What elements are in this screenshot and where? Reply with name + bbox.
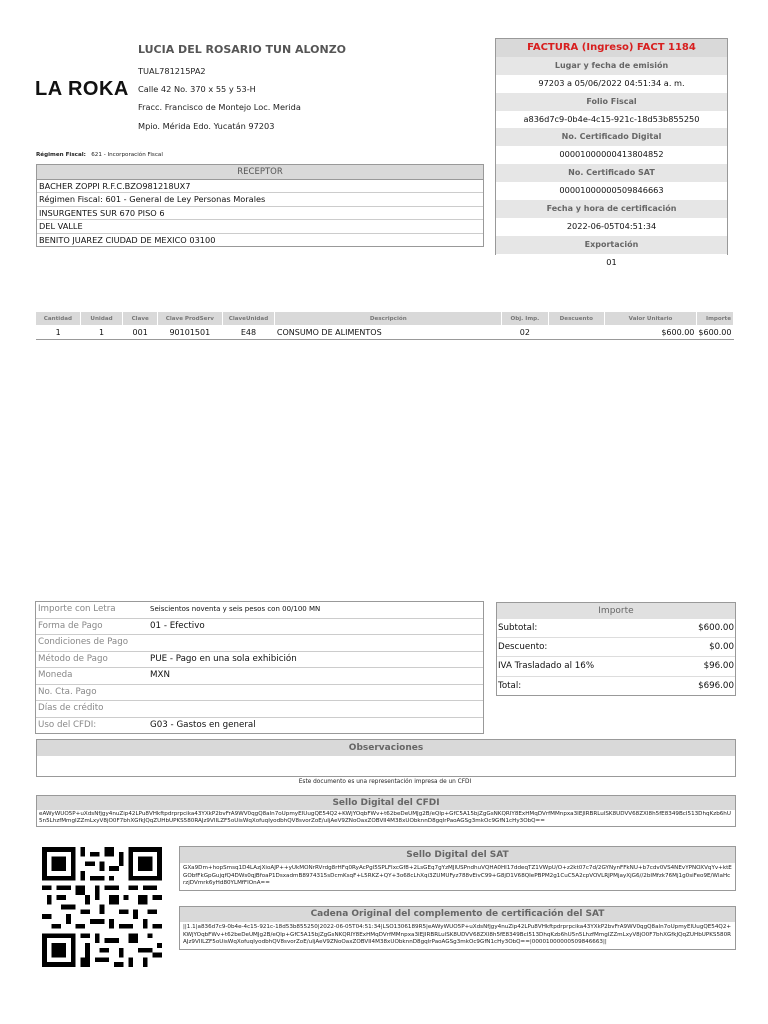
cell-descripcion: CONSUMO DE ALIMENTOS bbox=[275, 325, 502, 340]
cell-clave-prodserv: 90101501 bbox=[158, 325, 223, 340]
col-obj-imp: Obj. Imp. bbox=[502, 312, 548, 325]
moneda-label: Moneda bbox=[38, 670, 73, 680]
forma-pago-value: 01 - Efectivo bbox=[150, 620, 205, 631]
sello-cfdi-box bbox=[36, 795, 736, 827]
col-descuento: Descuento bbox=[548, 312, 605, 325]
company-logo: LA ROKA bbox=[35, 78, 129, 100]
export-label: Exportación bbox=[496, 236, 727, 254]
col-clave: Clave bbox=[123, 312, 158, 325]
total-value: $696.00 bbox=[698, 680, 734, 691]
observaciones-box bbox=[36, 739, 736, 777]
cadena-original-box bbox=[179, 906, 736, 950]
totals-box bbox=[496, 602, 736, 696]
cert-sat-value: 00001000000509846663 bbox=[496, 182, 727, 200]
sello-cfdi-value: eAWyWUO5P+uXdsNfjgy4nuZip42LPu8VHkftpdrprpcika43YXkP2bvFrA9WV0qgQ8aln7oUpmyEIUugQE54Q2+KWjYOqbFWv+t62beDeUMJg2B/eQlp+GfC5A15bjZgGsNKQRIY8ExHMqDVrfMMnpxa3IEJIRBRLulSK8UDVV68ZXI8h5fE8349BcI513DhqKzb6hU5n5LhzfMmgIZZmLxyV8jO0F7bhXGfkJQqZUHbUPKS580RAJz9VIILZF5oUisWqXofuqIyodbhQV8svorZoE/uIjAeV9ZNoOaxZOBVII4M38xUObknnD8gqlrPaoAGSg3mkOc9GfN1cHy3ObQ== bbox=[39, 811, 731, 824]
receptor-header: RECEPTOR bbox=[37, 165, 483, 180]
col-descripcion: Descripción bbox=[275, 312, 502, 325]
cadena-original-value: ||1.1|a836d7c9-0b4e-4c15-921c-18d53b855250|2022-06-05T04:51:34|LSO1306189R5|eAWyWUO5P+uXdsNfjgy4nuZip42LPu8VHkftpdrprpcika43YXkP2bvFrA9WV0qgQ8aln7oUpmyEIUugQE54Q2+KWjYOqbFWv+t62beDeUMJg2B/eQlp+GfC5A15bjZgGsNKQRIY8ExHMqDVrfMMnpxa3IEJIRBRLulSK8UDVV68ZXI8h5fE8349BcI513DhqKzb6hU5n5LhzfMmgIZZmLxyV8jO0F7bhXGfkJQqZUHbUPKS580RAJz9VIILZF5oUisWqXofuqIyodbhQV8svorZoE/uIjAeV9ZNoOaxZOBVII4M38xUObknnD8gqlrPaoAGSg3mkOc9GfN1cHy3ObQ==|00001000000509846663|| bbox=[183, 924, 732, 945]
issuer-address-line3: Mpio. Mérida Edo. Yucatán 97203 bbox=[138, 121, 275, 131]
subtotal-value: $600.00 bbox=[698, 623, 734, 633]
export-value: 01 bbox=[496, 254, 727, 272]
col-unidad: Unidad bbox=[80, 312, 123, 325]
importe-letra-label: Importe con Letra bbox=[38, 604, 116, 614]
table-row bbox=[36, 325, 734, 340]
receptor-line: BENITO JUAREZ CIUDAD DE MEXICO 03100 bbox=[39, 234, 216, 245]
cert-sat-label: No. Certificado SAT bbox=[496, 164, 727, 182]
col-importe: Importe bbox=[696, 312, 733, 325]
condiciones-label: Condiciones de Pago bbox=[38, 637, 129, 647]
total-label: Total: bbox=[498, 680, 522, 691]
cell-clave-unidad: E48 bbox=[222, 325, 275, 340]
receptor-line: DEL VALLE bbox=[37, 220, 483, 233]
cta-value bbox=[150, 685, 483, 701]
forma-pago-label: Forma de Pago bbox=[38, 620, 103, 631]
cell-clave: 001 bbox=[123, 325, 158, 340]
issuer-address-line2: Fracc. Francisco de Montejo Loc. Merida bbox=[138, 102, 301, 112]
cert-label: No. Certificado Digital bbox=[496, 128, 727, 146]
regimen-value: 621 - Incorporación Fiscal bbox=[91, 152, 163, 158]
cell-importe: $600.00 bbox=[696, 325, 733, 340]
receptor-line: Régimen Fiscal: 601 - General de Ley Personas Morales bbox=[37, 193, 483, 206]
moneda-value: MXN bbox=[150, 670, 170, 680]
issuer-name: LUCIA DEL ROSARIO TUN ALONZO bbox=[138, 43, 347, 56]
sello-cfdi-header: Sello Digital del CFDI bbox=[37, 796, 735, 810]
col-cantidad: Cantidad bbox=[36, 312, 80, 325]
metodo-value: PUE - Pago en una sola exhibición bbox=[150, 653, 297, 664]
items-table bbox=[36, 312, 734, 340]
observaciones-header: Observaciones bbox=[37, 740, 735, 756]
qr-code bbox=[42, 846, 162, 968]
cell-descuento bbox=[548, 325, 605, 340]
invoice-title: FACTURA (Ingreso) FACT 1184 bbox=[496, 39, 727, 57]
cta-label: No. Cta. Pago bbox=[38, 686, 97, 697]
dias-value bbox=[150, 701, 483, 717]
fecha-cert-value: 2022-06-05T04:51:34 bbox=[496, 218, 727, 236]
col-valor-unitario: Valor Unitario bbox=[605, 312, 697, 325]
payment-info-box bbox=[35, 601, 484, 734]
subtotal-label: Subtotal: bbox=[498, 623, 538, 633]
items-header-row bbox=[36, 312, 734, 325]
totals-header: Importe bbox=[497, 603, 735, 619]
receptor-line: INSURGENTES SUR 670 PISO 6 bbox=[37, 207, 483, 220]
issuer-rfc: TUAL781215PA2 bbox=[138, 66, 206, 76]
folio-label: Folio Fiscal bbox=[496, 93, 727, 111]
receptor-line: BACHER ZOPPI R.F.C.BZO981218UX7 bbox=[37, 180, 483, 193]
iva-label: IVA Trasladado al 16% bbox=[498, 661, 595, 672]
folio-value: a836d7c9-0b4e-4c15-921c-18d53b855250 bbox=[496, 111, 727, 129]
lugar-label: Lugar y fecha de emisión bbox=[496, 57, 727, 75]
iva-value: $96.00 bbox=[703, 661, 734, 672]
condiciones-value bbox=[150, 635, 483, 651]
uso-value: G03 - Gastos en general bbox=[150, 719, 256, 730]
uso-label: Uso del CFDI: bbox=[38, 719, 97, 730]
cfdi-note: Este documento es una representación impresa de un CFDI bbox=[298, 779, 472, 785]
invoice-info-box bbox=[495, 38, 728, 267]
cell-cantidad: 1 bbox=[36, 325, 80, 340]
cell-valor-unitario: $600.00 bbox=[605, 325, 697, 340]
sello-sat-value: GXa9Dm+hopSmsq1D4LAzjXioAJP++yUkMONrRVrdg8rHFq0RyAcPgl5SPLFIxcGf8+2LsGEq7gYzMJlUSPndhuVQHA0HI17ddeqTZ1VWpU/O+z2kt07c7d/2GYNynFFkNU+b7cdv0VS4NEvYPNOXVqYv+ktEGObfFkGpGujqfQ4DWs0qjBfoaP1DsxadmB8974315sDcmKsqF+L5RKZ+QY+3o68cLhXqi3ZUMUFyz788vEivC99+G8jD1V68QIePBPM2g1CuC5A2cpVOVLRJPMjayXjG6//2bIMfzk76Mj1g0siFeo9E/WlaHcrzjDVmrk6yHd80YLMfFIOnA== bbox=[183, 865, 732, 886]
cert-value: 00001000000413804852 bbox=[496, 146, 727, 164]
cell-unidad: 1 bbox=[80, 325, 123, 340]
sello-sat-box bbox=[179, 846, 736, 891]
descuento-label: Descuento: bbox=[498, 642, 548, 653]
importe-letra-value: Seiscientos noventa y seis pesos con 00/100 MN bbox=[150, 605, 321, 613]
dias-label: Días de crédito bbox=[38, 703, 104, 713]
descuento-value: $0.00 bbox=[709, 642, 734, 653]
fecha-cert-label: Fecha y hora de certificación bbox=[496, 200, 727, 218]
cadena-original-header: Cadena Original del complemento de certificación del SAT bbox=[180, 907, 735, 922]
issuer-regimen bbox=[36, 152, 163, 158]
sello-sat-header: Sello Digital del SAT bbox=[180, 847, 735, 863]
metodo-label: Método de Pago bbox=[38, 653, 108, 664]
col-clave-prodserv: Clave ProdServ bbox=[158, 312, 223, 325]
col-clave-unidad: ClaveUnidad bbox=[222, 312, 275, 325]
receptor-box bbox=[36, 164, 484, 247]
lugar-value: 97203 a 05/06/2022 04:51:34 a. m. bbox=[496, 75, 727, 93]
issuer-address-line1: Calle 42 No. 370 x 55 y 53-H bbox=[138, 84, 256, 94]
cell-obj-imp: 02 bbox=[502, 325, 548, 340]
regimen-label: Régimen Fiscal: bbox=[36, 152, 86, 158]
